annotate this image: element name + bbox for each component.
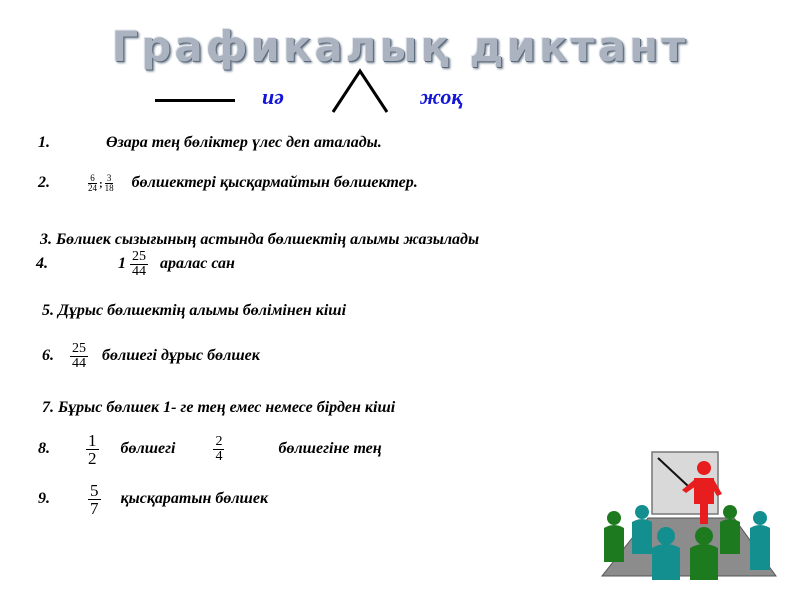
dictation-item-2: 2. $\frac{6}{24}$ ; $\frac{3}{18}$ бөлшектері қысқармайтын бөлшектер. bbox=[38, 173, 418, 193]
item-number: 4. bbox=[36, 255, 48, 273]
item-text: 3. Бөлшек сызығының астында бөлшектің алымы жазылады bbox=[40, 231, 480, 248]
fraction: $\frac{3}{18}$ bbox=[104, 173, 114, 193]
dictation-item-4 bbox=[36, 250, 235, 279]
fraction: $\frac{2}{4}$ bbox=[215, 434, 223, 464]
mixed-whole: 1 bbox=[118, 255, 126, 273]
item-number: 8. bbox=[38, 440, 50, 458]
item-text: 5. Дұрыс бөлшектің алымы бөлімінен кіші bbox=[42, 302, 347, 319]
dictation-item-7 bbox=[42, 399, 395, 417]
dictation-item-3 bbox=[40, 231, 479, 249]
fraction: $\frac{5}{7}$ bbox=[90, 481, 99, 518]
item-number: 9. bbox=[38, 490, 50, 508]
legend-no-label: жоқ bbox=[420, 84, 463, 109]
dictation-item-5 bbox=[42, 302, 346, 320]
dictation-item-8 bbox=[38, 432, 382, 467]
dictation-item-9 bbox=[38, 482, 268, 517]
legend-yes-label: иә bbox=[262, 84, 284, 109]
item-text: бөлшегіне тең bbox=[278, 440, 382, 458]
item-text: қысқаратын бөлшек bbox=[120, 490, 269, 508]
classroom-teacher-icon bbox=[596, 446, 778, 586]
fraction: $\frac{6}{24}$ bbox=[88, 173, 97, 193]
page-title: Графикалық диктант bbox=[111, 22, 689, 71]
item-text: бөлшегі bbox=[120, 440, 176, 458]
legend-angle-mark bbox=[330, 68, 390, 114]
item-text: бөлшегі дұрыс бөлшек bbox=[102, 347, 260, 365]
item-number: 2. bbox=[38, 174, 50, 192]
item-number: 1. bbox=[38, 134, 50, 151]
fraction: $\frac{25}{44}$ bbox=[72, 341, 86, 371]
item-text: 7. Бұрыс бөлшек 1- ге тең емес немесе бірден кіші bbox=[42, 399, 396, 416]
dictation-item-6 bbox=[42, 342, 260, 371]
item-text: аралас сан bbox=[160, 255, 235, 273]
legend-line-mark bbox=[155, 99, 235, 102]
item-number: 6. bbox=[42, 347, 54, 365]
fraction: $\frac{25}{44}$ bbox=[132, 249, 146, 279]
fraction: $\frac{1}{2}$ bbox=[88, 431, 97, 468]
dictation-item-1 bbox=[38, 134, 382, 152]
item-text: Өзара тең бөліктер үлес деп аталады. bbox=[106, 134, 382, 151]
item-text: бөлшектері қысқармайтын бөлшектер. bbox=[131, 174, 418, 192]
